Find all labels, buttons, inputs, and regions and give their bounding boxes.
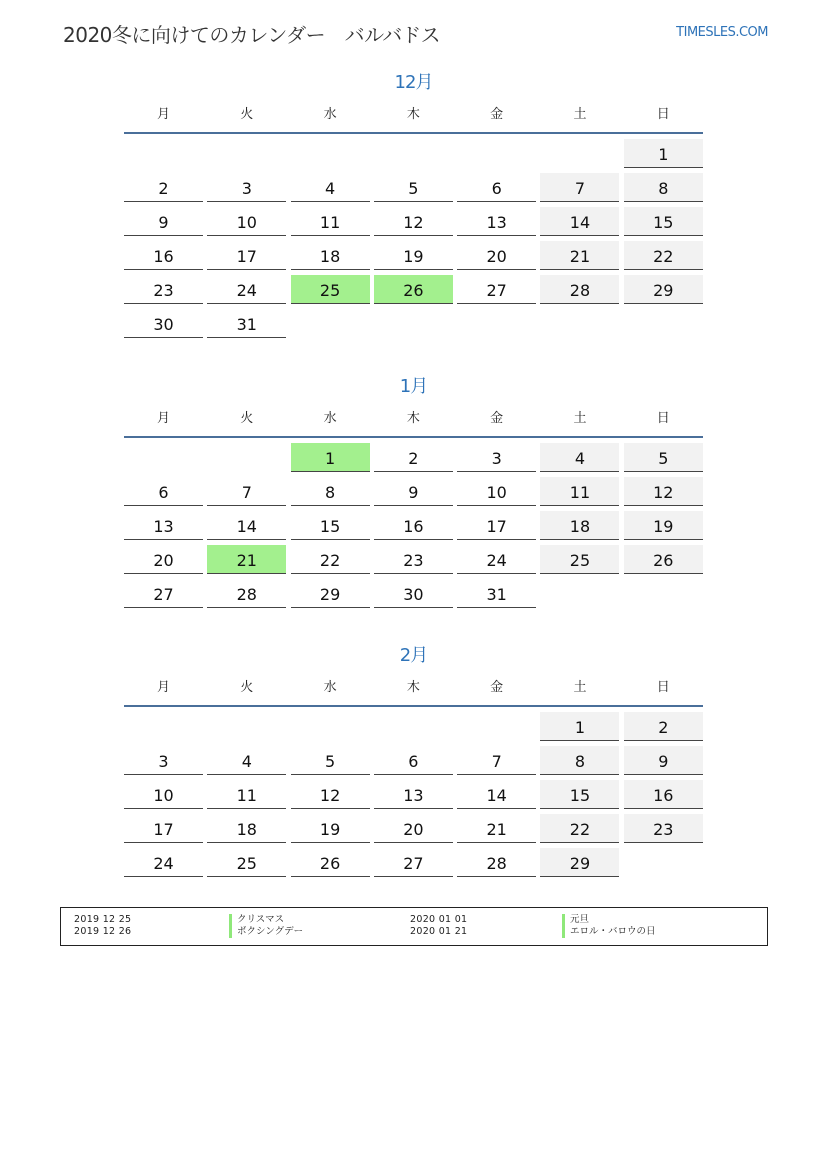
weekday-label: 水 — [323, 107, 337, 122]
day-cell: 24 — [207, 275, 286, 304]
day-cell: 21 — [207, 545, 286, 574]
empty-cell — [457, 139, 536, 168]
weekday-label: 水 — [323, 680, 337, 695]
day-cell: 28 — [457, 848, 536, 877]
day-cell: 14 — [457, 780, 536, 809]
day-cell: 17 — [207, 241, 286, 270]
day-cell: 11 — [207, 780, 286, 809]
empty-cell — [291, 139, 370, 168]
legend-date: 2019 12 26 — [74, 926, 132, 937]
empty-cell — [540, 309, 619, 338]
day-cell: 8 — [540, 746, 619, 775]
day-cell: 26 — [624, 545, 703, 574]
day-cell: 23 — [124, 275, 203, 304]
weekday-header — [124, 104, 703, 134]
day-cell: 24 — [457, 545, 536, 574]
day-cell: 20 — [124, 545, 203, 574]
day-cell: 10 — [457, 477, 536, 506]
empty-cell — [624, 848, 703, 877]
day-cell: 14 — [207, 511, 286, 540]
empty-cell — [291, 712, 370, 741]
day-cell: 24 — [124, 848, 203, 877]
weekday-label: 日 — [656, 107, 670, 122]
empty-cell — [291, 309, 370, 338]
day-cell: 19 — [624, 511, 703, 540]
day-cell: 27 — [374, 848, 453, 877]
day-grid — [124, 443, 703, 608]
day-cell: 18 — [207, 814, 286, 843]
day-cell: 6 — [124, 477, 203, 506]
day-cell: 31 — [457, 579, 536, 608]
day-cell: 25 — [540, 545, 619, 574]
legend-holiday-name: ボクシングデー — [229, 926, 303, 938]
day-cell: 27 — [457, 275, 536, 304]
day-cell: 26 — [374, 275, 453, 304]
day-cell: 18 — [291, 241, 370, 270]
empty-cell — [124, 443, 203, 472]
day-cell: 12 — [374, 207, 453, 236]
weekday-label: 金 — [490, 107, 504, 122]
empty-cell — [624, 309, 703, 338]
day-cell: 28 — [207, 579, 286, 608]
month-title: 1月 — [399, 376, 428, 397]
empty-cell — [540, 139, 619, 168]
day-cell: 12 — [291, 780, 370, 809]
legend-holiday-name: エロル・バロウの日 — [562, 926, 656, 938]
legend-holiday-name: クリスマス — [229, 914, 284, 926]
day-cell: 30 — [124, 309, 203, 338]
day-cell: 4 — [540, 443, 619, 472]
day-cell: 4 — [207, 746, 286, 775]
empty-cell — [207, 443, 286, 472]
month-title: 2月 — [399, 645, 428, 666]
site-link[interactable]: TIMESLES.COM — [676, 25, 768, 40]
day-cell: 13 — [124, 511, 203, 540]
empty-cell — [207, 139, 286, 168]
day-cell: 26 — [291, 848, 370, 877]
weekday-header — [124, 677, 703, 707]
day-cell: 16 — [124, 241, 203, 270]
day-cell: 23 — [374, 545, 453, 574]
day-cell: 7 — [457, 746, 536, 775]
weekday-label: 土 — [573, 107, 587, 122]
day-cell: 2 — [124, 173, 203, 202]
empty-cell — [624, 579, 703, 608]
legend-holiday-name: 元旦 — [562, 914, 589, 926]
day-cell: 17 — [457, 511, 536, 540]
day-cell: 25 — [291, 275, 370, 304]
day-cell: 10 — [124, 780, 203, 809]
empty-cell — [457, 712, 536, 741]
weekday-label: 金 — [490, 411, 504, 426]
weekday-label: 木 — [406, 680, 420, 695]
empty-cell — [124, 139, 203, 168]
month-title: 12月 — [394, 72, 433, 93]
empty-cell — [374, 309, 453, 338]
weekday-label: 火 — [240, 411, 254, 426]
day-cell: 31 — [207, 309, 286, 338]
day-cell: 10 — [207, 207, 286, 236]
day-cell: 3 — [207, 173, 286, 202]
day-cell: 5 — [374, 173, 453, 202]
day-cell: 21 — [457, 814, 536, 843]
empty-cell — [124, 712, 203, 741]
day-cell: 7 — [540, 173, 619, 202]
day-cell: 19 — [291, 814, 370, 843]
day-cell: 9 — [124, 207, 203, 236]
empty-cell — [374, 139, 453, 168]
day-cell: 16 — [374, 511, 453, 540]
day-cell: 22 — [540, 814, 619, 843]
day-grid — [124, 139, 703, 338]
day-cell: 25 — [207, 848, 286, 877]
day-cell: 11 — [291, 207, 370, 236]
day-cell: 9 — [624, 746, 703, 775]
day-cell: 1 — [540, 712, 619, 741]
day-cell: 21 — [540, 241, 619, 270]
month-february — [124, 643, 703, 877]
day-cell: 13 — [374, 780, 453, 809]
day-cell: 15 — [291, 511, 370, 540]
weekday-label: 月 — [156, 107, 170, 122]
day-cell: 13 — [457, 207, 536, 236]
day-cell: 28 — [540, 275, 619, 304]
weekday-label: 月 — [156, 680, 170, 695]
weekday-label: 日 — [656, 411, 670, 426]
day-cell: 8 — [291, 477, 370, 506]
day-cell: 9 — [374, 477, 453, 506]
holiday-legend — [60, 907, 768, 946]
page-title: 2020冬に向けてのカレンダー バルバドス — [63, 23, 441, 47]
weekday-label: 木 — [406, 411, 420, 426]
weekday-label: 日 — [656, 680, 670, 695]
day-cell: 6 — [374, 746, 453, 775]
day-cell: 15 — [540, 780, 619, 809]
day-cell: 22 — [291, 545, 370, 574]
day-cell: 3 — [124, 746, 203, 775]
day-cell: 29 — [540, 848, 619, 877]
weekday-label: 火 — [240, 680, 254, 695]
weekday-label: 金 — [490, 680, 504, 695]
day-cell: 20 — [374, 814, 453, 843]
day-cell: 2 — [624, 712, 703, 741]
weekday-label: 火 — [240, 107, 254, 122]
legend-date: 2020 01 01 — [410, 914, 468, 925]
day-cell: 17 — [124, 814, 203, 843]
legend-date: 2020 01 21 — [410, 926, 468, 937]
day-cell: 1 — [624, 139, 703, 168]
day-cell: 2 — [374, 443, 453, 472]
empty-cell — [374, 712, 453, 741]
day-cell: 7 — [207, 477, 286, 506]
day-cell: 5 — [624, 443, 703, 472]
day-cell: 29 — [291, 579, 370, 608]
day-cell: 5 — [291, 746, 370, 775]
day-cell: 16 — [624, 780, 703, 809]
day-cell: 30 — [374, 579, 453, 608]
day-cell: 27 — [124, 579, 203, 608]
day-cell: 29 — [624, 275, 703, 304]
day-cell: 1 — [291, 443, 370, 472]
day-cell: 18 — [540, 511, 619, 540]
weekday-label: 土 — [573, 680, 587, 695]
day-grid — [124, 712, 703, 877]
day-cell: 8 — [624, 173, 703, 202]
weekday-label: 土 — [573, 411, 587, 426]
day-cell: 11 — [540, 477, 619, 506]
day-cell: 23 — [624, 814, 703, 843]
day-cell: 19 — [374, 241, 453, 270]
weekday-label: 月 — [156, 411, 170, 426]
weekday-label: 水 — [323, 411, 337, 426]
weekday-label: 木 — [406, 107, 420, 122]
empty-cell — [540, 579, 619, 608]
month-december — [124, 70, 703, 338]
weekday-header — [124, 408, 703, 438]
day-cell: 4 — [291, 173, 370, 202]
day-cell: 14 — [540, 207, 619, 236]
day-cell: 22 — [624, 241, 703, 270]
legend-date: 2019 12 25 — [74, 914, 132, 925]
empty-cell — [207, 712, 286, 741]
day-cell: 15 — [624, 207, 703, 236]
day-cell: 12 — [624, 477, 703, 506]
day-cell: 6 — [457, 173, 536, 202]
month-january — [124, 374, 703, 608]
day-cell: 20 — [457, 241, 536, 270]
day-cell: 3 — [457, 443, 536, 472]
empty-cell — [457, 309, 536, 338]
